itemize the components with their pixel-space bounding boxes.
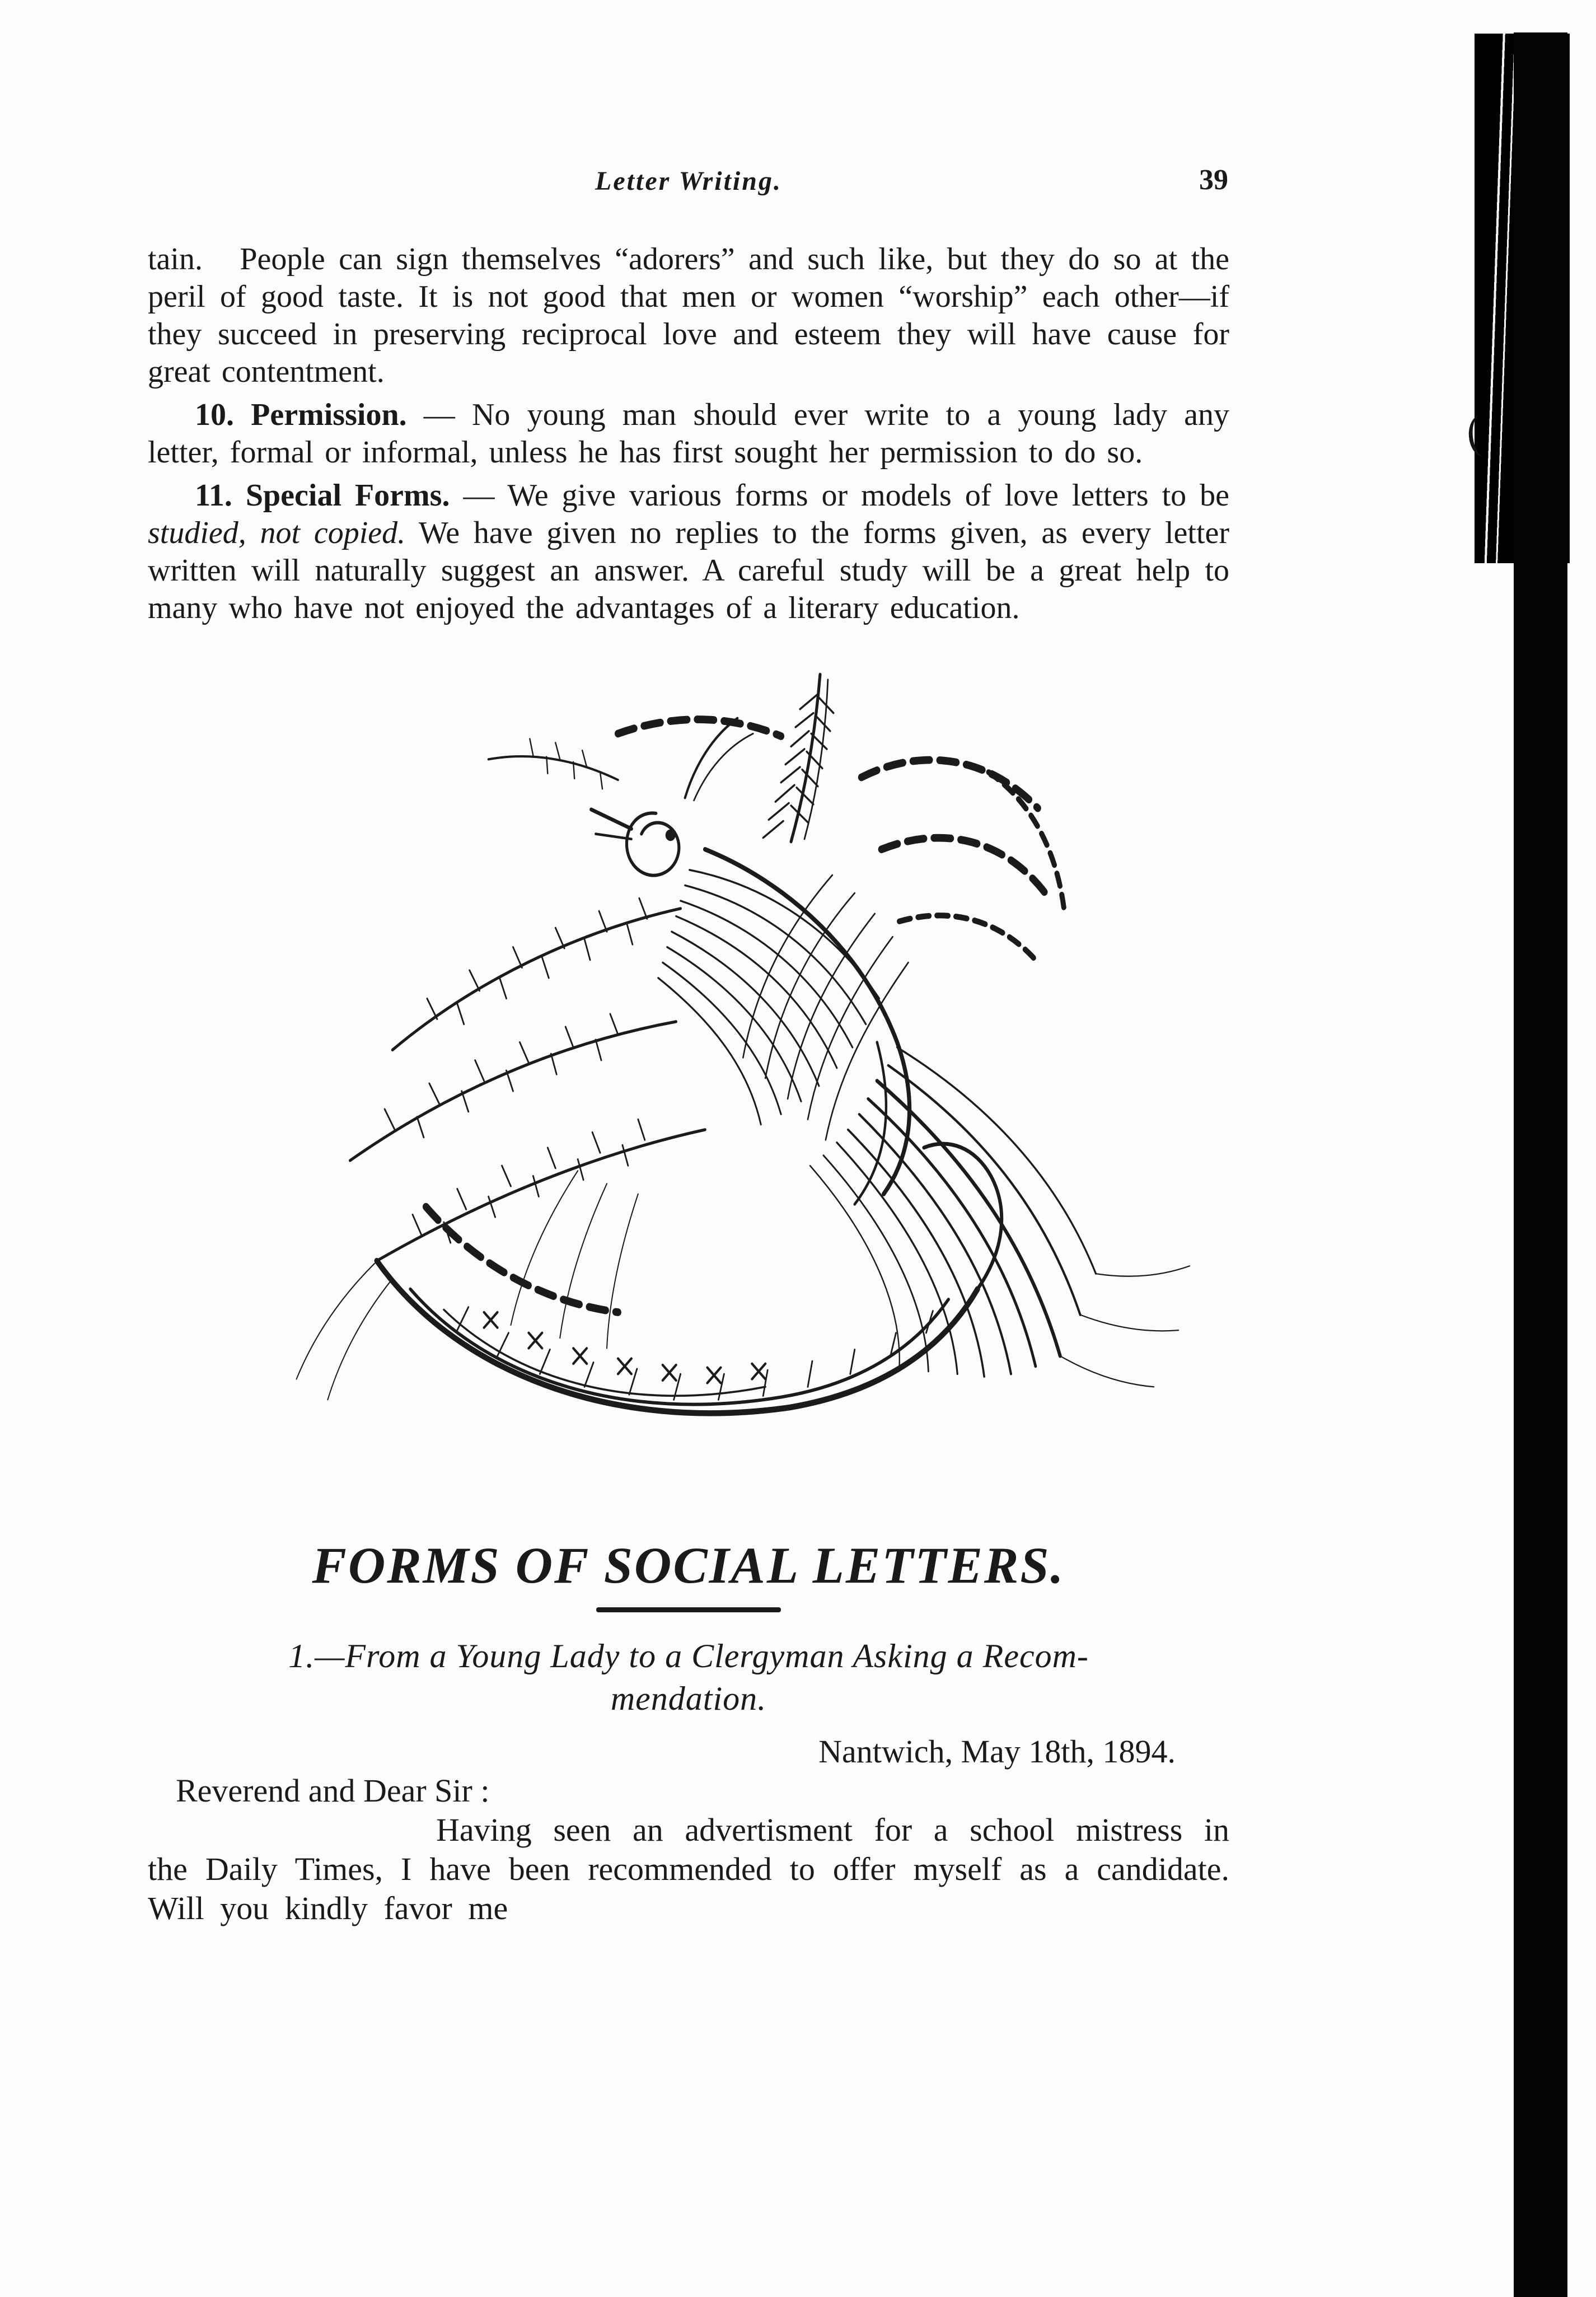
page-number: 39 <box>1199 164 1228 196</box>
letter-model-title-line1: 1.—From a Young Lady to a Clergyman Asking a Recom- <box>288 1637 1089 1674</box>
pen-flourish-bird-illustration <box>207 654 1212 1477</box>
paragraph-continuation <box>148 241 1229 391</box>
section-text-italic: studied, not copied. <box>148 516 406 550</box>
letter-model-title-line2: mendation. <box>610 1680 767 1717</box>
letter-model-title <box>148 1635 1229 1720</box>
paragraph-text: People can sign themselves “adorers” and such like, but they do so at the peril of good taste. It is not good that men or women “worship” each other—if they succeed in preserving reciprocal love and esteem they will have cause for great contentment. <box>148 242 1230 389</box>
heading-rule <box>596 1607 781 1612</box>
letter-opening-paragraph: Having seen an advertisment for a school mistress in the Daily Times, I have been recommended to offer myself as a candidate. Will you kindly favor me <box>148 1811 1229 1926</box>
section-text-after: We have given no replies to the forms given, as every letter written will naturally suggest an answer. A careful study will be a great help to many who have not enjoyed the advantages of a literary education. <box>148 516 1229 625</box>
text-column <box>148 166 1229 1928</box>
section-label-permission: 10. Permission. <box>195 397 407 432</box>
section-text-permission: — No young man should ever write to a young lady any letter, formal or informal, unless he has first sought her permission to do so. <box>148 397 1230 470</box>
section-text-before: — We give various forms or models of love letters to be <box>463 478 1230 513</box>
section-label-special-forms: 11. Special Forms. <box>195 478 450 513</box>
letter-salutation: Reverend and Dear Sir : <box>176 1772 490 1809</box>
paragraph-special-forms <box>148 477 1229 627</box>
letter-dateline: Nantwich, May 18th, 1894. <box>818 1733 1176 1770</box>
scan-artifact-bar <box>1514 32 1567 2297</box>
bird-flourish-icon <box>207 654 1212 1477</box>
paragraph-permission <box>148 396 1229 471</box>
hyphenated-word-fragment: tain. <box>148 242 203 277</box>
running-head <box>148 166 1229 205</box>
section-heading: FORMS OF SOCIAL LETTERS. <box>312 1537 1065 1594</box>
running-head-title: Letter Writing. <box>595 166 782 196</box>
